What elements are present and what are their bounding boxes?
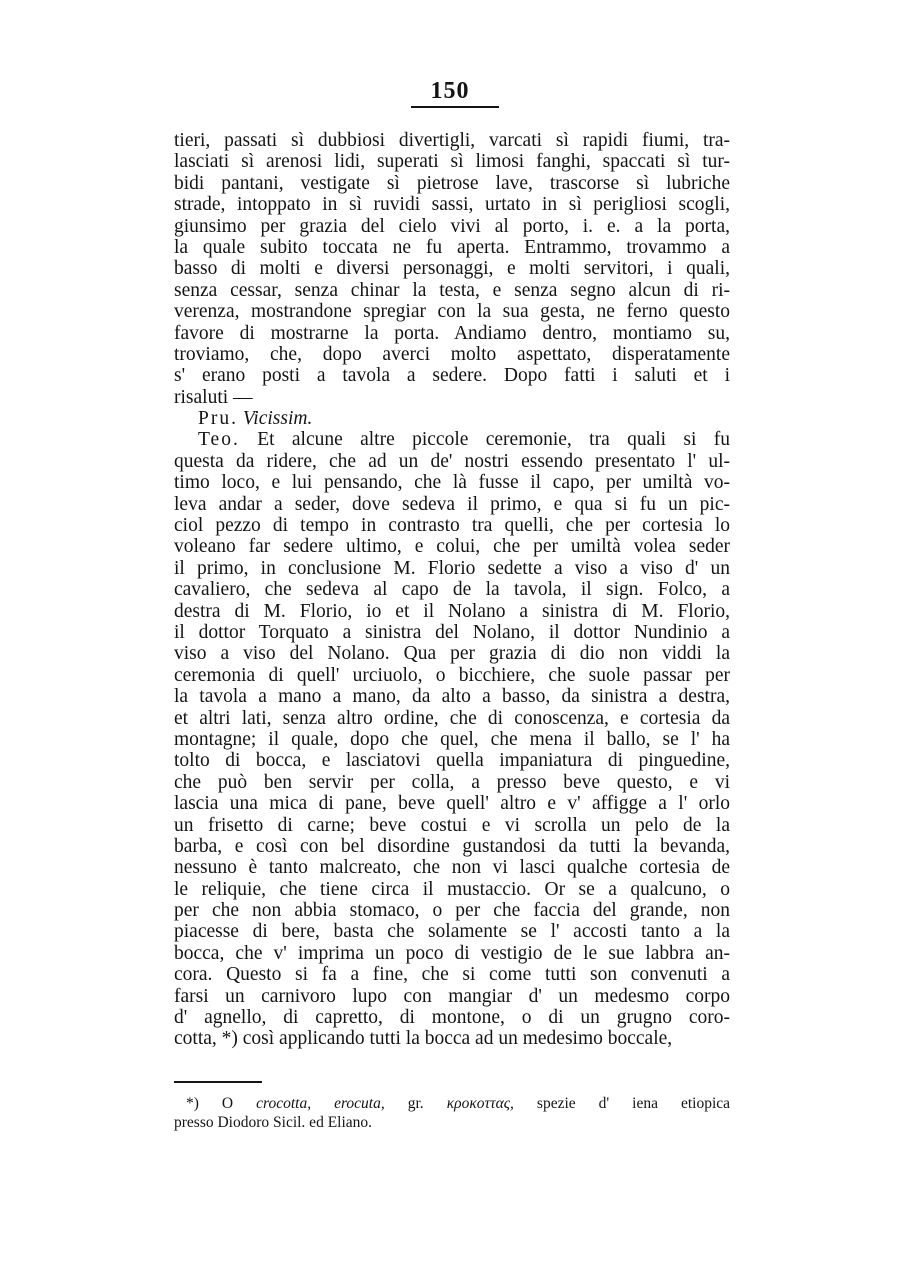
speaker-line-pru <box>174 408 730 429</box>
text-line: piacesse di bere, basta che solamente se l' accosti tanto a la <box>174 921 730 943</box>
text-line: montagne; il quale, dopo che quel, che mena il ballo, se l' ha <box>174 728 730 750</box>
text-line: viso a viso del Nolano. Qua per grazia di dio non viddi la <box>174 643 730 665</box>
opening-paragraph <box>174 130 730 408</box>
text-line: un frisetto di carne; beve costui e vi scrolla un pelo de la <box>174 814 730 836</box>
text-line: risaluti — <box>174 386 253 408</box>
text-line: timo loco, e lui pensando, che là fusse il capo, per umiltà vo- <box>174 472 730 494</box>
text-line: tolto di bocca, e lasciatovi quella impaniatura di pinguedine, <box>174 750 730 772</box>
text-line: voleano far sedere ultimo, e colui, che per umiltà volea seder <box>174 536 730 558</box>
text-line: troviamo, che, dopo averci molto aspettato, disperatamente <box>174 343 730 365</box>
speaker-name: Pru. <box>198 408 238 430</box>
text-line: leva andar a seder, dove sedeva il primo, e qua si fu un pic- <box>174 493 730 515</box>
text-line: bocca, che v' imprima un poco di vestigio de le sue labbra an- <box>174 942 730 964</box>
text-line: et altri lati, senza altro ordine, che di conoscenza, e cortesia da <box>174 707 730 729</box>
text-line: nessuno è tanto malcreato, che non vi lasci qualche cortesia de <box>174 857 730 879</box>
text-line: verenza, mostrandone spregiar con la sua gesta, ne ferno questo <box>174 301 730 323</box>
text-line: le reliquie, che tiene circa il mustaccio. Or se a qualcuno, o <box>174 878 730 900</box>
speech-text: Vicissim. <box>242 408 313 430</box>
footnote <box>174 1094 730 1132</box>
text-line: basso di molti e diversi personaggi, e molti servitori, i quali, <box>174 258 730 280</box>
footnote-marker: *) <box>186 1095 199 1112</box>
page-number: 150 <box>430 78 470 104</box>
teo-paragraph <box>174 451 730 1050</box>
text-line: destra di M. Florio, io et il Nolano a sinistra di M. Florio, <box>174 600 730 622</box>
text-line: lascia una mica di pane, beve quell' altro e v' affigge a l' orlo <box>174 793 730 815</box>
text-line: giunsimo per grazia del cielo vivi al porto, i. e. a la porta, <box>174 215 730 237</box>
text-line: cora. Questo si fa a fine, che si come tutti son convenuti a <box>174 964 730 986</box>
text-line: il primo, in conclusione M. Florio sedette a viso a viso d' un <box>174 557 730 579</box>
speaker-name: Teo. <box>198 429 240 451</box>
text-line: favore di mostrarne la porta. Andiamo dentro, montiamo su, <box>174 322 730 344</box>
header-rule <box>411 106 499 108</box>
footnote-line: presso Diodoro Sicil. ed Eliano. <box>174 1114 373 1131</box>
text-line: questa da ridere, che ad un de' nostri essendo presentato l' ul- <box>174 450 730 472</box>
text-line: senza cessar, senza chinar la testa, e senza segno alcun di ri- <box>174 279 730 301</box>
text-line: ciol pezzo di tempo in contrasto tra quelli, che per cortesia lo <box>174 515 730 537</box>
text-line: la tavola a mano a mano, da alto a basso, da sinistra a destra, <box>174 686 730 708</box>
footnote-line: *) O crocotta, erocuta, gr. κροκοττας, spezie d' iena etiopica <box>186 1095 731 1112</box>
text-line: che può ben servir per colla, a presso beve questo, e vi <box>174 771 730 793</box>
body-text <box>174 130 730 1050</box>
text-line: barba, e così con bel disordine gustandosi da tutti la bevanda, <box>174 835 730 857</box>
text-line: tieri, passati sì dubbiosi divertigli, varcati sì rapidi fiumi, tra- <box>174 130 730 151</box>
text-line: bidi pantani, vestigate sì pietrose lave, trascorse sì lubriche <box>174 172 730 194</box>
text-line: ceremonia di quell' urciuolo, o bicchiere, che suole passar per <box>174 664 730 686</box>
footnote-rule <box>174 1081 262 1083</box>
text-line: cotta, *) così applicando tutti la bocca ad un medesimo boccale, <box>174 1028 673 1050</box>
text-line: il dottor Torquato a sinistra del Nolano, il dottor Nundinio a <box>174 621 730 643</box>
speech-text: Et alcune altre piccole ceremonie, tra quali si fu <box>257 429 730 451</box>
text-line: cavaliero, che sedeva al capo de la tavola, il sign. Folco, a <box>174 579 730 601</box>
text-line: s' erano posti a tavola a sedere. Dopo fatti i saluti et i <box>174 365 730 387</box>
text-line: per che non abbia stomaco, o per che faccia del grande, non <box>174 900 730 922</box>
text-line: lasciati sì arenosi lidi, superati sì limosi fanghi, spaccati sì tur- <box>174 151 730 173</box>
text-line: farsi un carnivoro lupo con mangiar d' un medesmo corpo <box>174 985 730 1007</box>
speaker-line-teo <box>174 429 730 450</box>
text-line: strade, intoppato in sì ruvidi sassi, urtato in sì perigliosi scogli, <box>174 194 730 216</box>
text-line: d' agnello, di capretto, di montone, o di un grugno coro- <box>174 1007 730 1029</box>
text-line: la quale subito toccata ne fu aperta. Entrammo, trovammo a <box>174 236 730 258</box>
